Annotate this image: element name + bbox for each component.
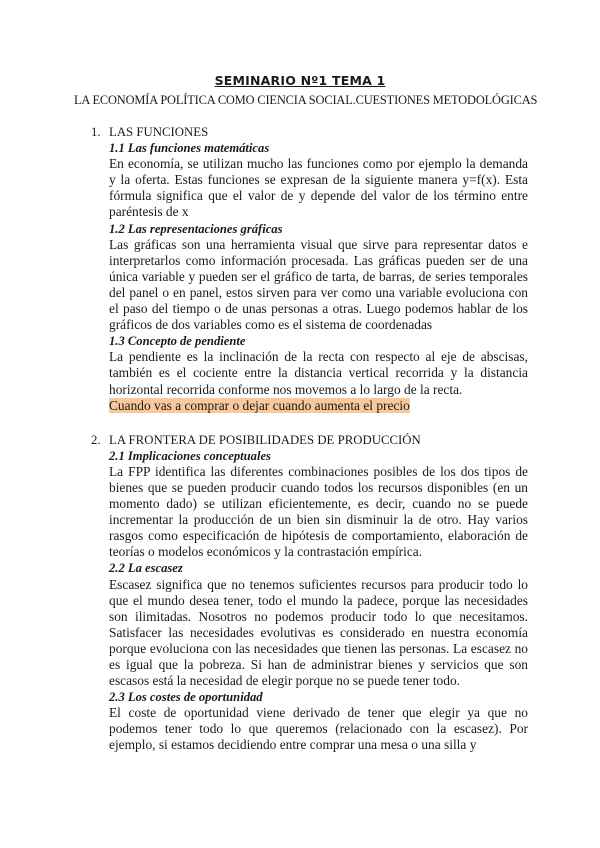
highlighted-note [91, 398, 528, 414]
paragraph: La FPP identifica las diferentes combinaciones posibles de los dos tipos de bienes que se pueden producir cuando todos los recursos disponibles (en un momento dado) se utilizan eficientemente, es decir, cuando no se puede incrementar la producción de un bien sin disminuir la de otro. Hay varios rasgos como especificación de hipótesis de comportamiento, elaboración de teorías o modelos económicos y la contrastación empírica. [109, 463, 528, 560]
subsection-heading: 2.1 Implicaciones conceptuales [109, 448, 271, 463]
section-number: 1. [91, 125, 101, 139]
subsection-heading: 2.2 La escasez [109, 561, 183, 576]
paragraph: Las gráficas son una herramienta visual que sirve para representar datos e interpretarlos como información procesada. Las gráficas pueden ser de una única variable y pueden ser el gráfico de tarta, de barras, de series temporales del panel o en panel, estos sirven para ver como una variable evoluciona con el paso del tiempo o de unas personas a otras. Luego podemos hablar de los gráficos de dos variables como es el sistema de coordenadas [109, 236, 528, 333]
section-title: LAS FUNCIONES [109, 125, 209, 139]
section-number: 2. [91, 432, 101, 447]
subsection-heading: 2.3 Los costes de oportunidad [109, 690, 263, 705]
highlighted-text: Cuando vas a comprar o dejar cuando aumenta el precio [109, 397, 410, 413]
document-title: SEMINARIO Nº1 TEMA 1 [214, 73, 386, 88]
section-title: LA FRONTERA DE POSIBILIDADES DE PRODUCCIÓN [109, 432, 421, 447]
subsection-heading: 1.2 Las representaciones gráficas [109, 221, 283, 236]
section-heading [91, 432, 528, 448]
document-subtitle: LA ECONOMÍA POLÍTICA COMO CIENCIA SOCIAL.CUESTIONES METODOLÓGICAS [74, 93, 538, 107]
paragraph: Escasez significa que no tenemos suficientes recursos para producir todo lo que el mundo desea tener, todo el mundo la padece, porque las necesidades son ilimitadas. Nosotros no podemos producir todo lo que necesitamos. Satisfacer las necesidades evolutivas es considerado en nuestra economía porque evoluciona con las necesidades que tienen las personas. La escasez no es igual que la pobreza. Si han de administrar bienes y servicios que son escasos está la necesidad de elegir porque no se puede tener todo. [109, 576, 528, 689]
paragraph: La pendiente es la inclinación de la recta con respecto al eje de abscisas, también es el cociente entre la distancia vertical recorrida y la distancia horizontal recorrida conforme nos movemos a lo largo de la recta. [109, 349, 528, 397]
section-spacer [91, 414, 528, 432]
paragraph: En economía, se utilizan mucho las funciones como por ejemplo la demanda y la oferta. Estas funciones se expresan de la siguiente manera y=f(x). Esta fórmula significa que el valor de y depende del valor de los término entre paréntesis de x [109, 156, 528, 220]
subsection-heading: 1.1 Las funciones matemáticas [109, 141, 270, 156]
paragraph: El coste de oportunidad viene derivado de tener que elegir ya que no podemos tener todo lo que queremos (relacionado con la escasez). Por ejemplo, si estamos decidiendo entre comprar una mesa o una silla y [109, 705, 528, 753]
document-body [91, 124, 528, 754]
section-heading [91, 124, 528, 140]
subsection-heading: 1.3 Concepto de pendiente [109, 334, 246, 349]
